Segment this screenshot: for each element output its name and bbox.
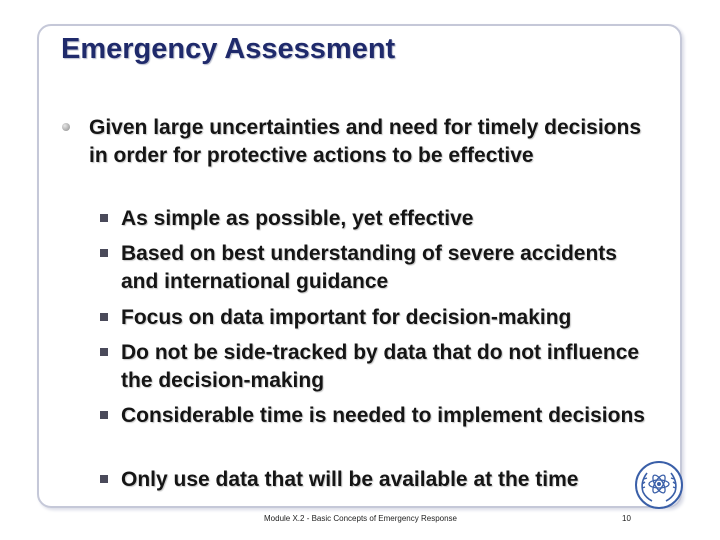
iaea-emblem-icon bbox=[634, 460, 684, 510]
sub-point-2: Based on best understanding of severe accidents and international guidance bbox=[121, 242, 617, 293]
square-bullet-icon bbox=[100, 313, 108, 321]
footer-module-text: Module X.2 - Basic Concepts of Emergency Response bbox=[264, 514, 457, 523]
square-bullet-icon bbox=[100, 411, 108, 419]
sub-point-5: Considerable time is needed to implement decisions bbox=[121, 404, 645, 427]
sub-point-1: As simple as possible, yet effective bbox=[121, 207, 474, 230]
main-point: Given large uncertainties and need for timely decisions in order for protective actions to be effective bbox=[89, 116, 641, 167]
square-bullet-icon bbox=[100, 348, 108, 356]
slide-title: Emergency Assessment bbox=[61, 33, 396, 65]
sub-point-3: Focus on data important for decision-making bbox=[121, 306, 572, 329]
sub-point-4: Do not be side-tracked by data that do not influence the decision-making bbox=[121, 341, 640, 392]
sub-point-6: Only use data that will be available at the time bbox=[121, 468, 579, 491]
round-bullet-icon bbox=[62, 123, 70, 131]
square-bullet-icon bbox=[100, 214, 108, 222]
page-number: 10 bbox=[622, 514, 631, 523]
square-bullet-icon bbox=[100, 249, 108, 257]
square-bullet-icon bbox=[100, 475, 108, 483]
